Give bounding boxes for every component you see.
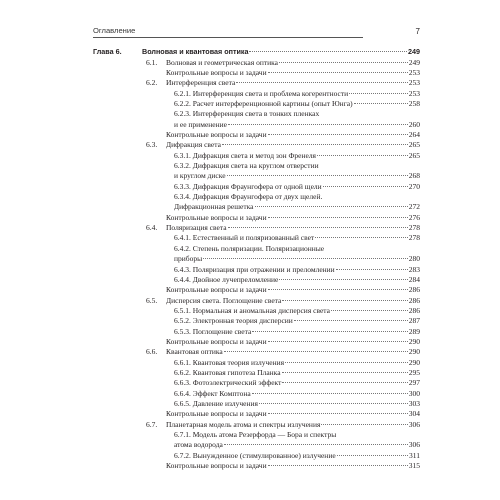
toc-entry-page: 284: [408, 274, 420, 284]
toc-entry[interactable]: [174, 265, 420, 274]
toc-entry[interactable]: [174, 99, 420, 108]
running-header-title: Оглавление: [93, 26, 136, 35]
toc-entry[interactable]: [166, 68, 420, 77]
toc-entry-title: 6.4.3. Поляризация при отражении и преломлении: [174, 264, 335, 274]
toc-entry[interactable]: [174, 89, 420, 98]
toc-entry-title: 6.5.3. Поглощение света: [174, 326, 252, 336]
dot-leader: [268, 134, 408, 135]
toc-entry-page: 286: [408, 295, 420, 305]
toc-entry-page: 276: [408, 212, 420, 222]
toc-entry-page: 290: [408, 357, 420, 367]
toc-entry[interactable]: [174, 316, 420, 325]
dot-leader: [331, 310, 408, 311]
toc-entry-page: 306: [408, 440, 420, 450]
toc-entry-title: 6.4.2. Степень поляризации. Поляризационные: [174, 243, 325, 253]
page-number: 7: [415, 27, 420, 36]
toc-entry[interactable]: [174, 233, 420, 242]
toc-entry-title: Контрольные вопросы и задачи: [166, 285, 267, 295]
dot-leader: [268, 217, 408, 218]
toc-entry[interactable]: [174, 202, 420, 211]
dot-leader: [282, 300, 407, 301]
toc-entry-page: 290: [408, 347, 420, 357]
dot-leader: [228, 124, 408, 125]
toc-entry-page: 295: [408, 368, 420, 377]
dot-leader: [282, 372, 408, 373]
toc-entry-title: Дифракция света: [166, 140, 221, 150]
toc-entry-title: Контрольные вопросы и задачи: [166, 461, 267, 471]
toc-entry-page: 265: [408, 140, 420, 150]
dot-leader: [255, 206, 408, 207]
toc-entry[interactable]: [174, 161, 420, 170]
toc-entry[interactable]: [166, 337, 420, 346]
toc-entry[interactable]: [166, 296, 420, 305]
dot-leader: [224, 351, 408, 352]
toc-entry-title: 6.5.2. Электронная теория дисперсии: [174, 316, 293, 326]
toc-entry[interactable]: [174, 389, 420, 398]
dot-leader: [349, 93, 408, 94]
dot-leader: [259, 403, 408, 404]
toc-entry-title: 6.7.1. Модель атома Резерфорда — Бора и спектры: [174, 430, 337, 440]
toc-entry[interactable]: [174, 430, 420, 439]
dot-leader: [323, 186, 408, 187]
dot-leader: [227, 175, 408, 176]
toc-entry-page: 264: [408, 129, 420, 139]
toc-entry[interactable]: [166, 223, 420, 232]
toc-entry-title: Контрольные вопросы и задачи: [166, 129, 267, 139]
toc-entry-page: 286: [408, 285, 420, 295]
toc-entry[interactable]: [174, 244, 420, 253]
dot-leader: [222, 144, 408, 145]
dot-leader: [268, 413, 408, 414]
toc-entry-page: 253: [408, 67, 420, 77]
toc-entry-title: 6.6.4. Эффект Комптона: [174, 388, 251, 398]
toc-entry-title: Дисперсия света. Поглощение света: [166, 295, 282, 305]
toc-entry-page: 270: [408, 181, 420, 191]
toc-entry-page: 311: [409, 450, 420, 460]
toc-entry[interactable]: [174, 182, 420, 191]
toc-entry-title: 6.4.4. Двойное лучепреломление: [174, 274, 279, 284]
toc-entry-title: 6.3.4. Дифракция Фраунгофера от двух щелей.: [174, 192, 323, 202]
toc-entry-title: Поляризация света: [166, 223, 227, 233]
dot-leader: [321, 424, 407, 425]
toc-entry[interactable]: [174, 254, 420, 263]
toc-entry-page: 260: [408, 119, 420, 129]
toc-entry-page: 265: [408, 150, 420, 160]
toc-entry-title: 6.6.2. Квантовая гипотеза Планка: [174, 368, 281, 377]
toc-entry[interactable]: [174, 192, 420, 201]
toc-entry-title: Квантовая оптика: [166, 347, 223, 357]
dot-leader: [268, 465, 408, 466]
dot-leader: [252, 331, 407, 332]
toc-entry-title: Интерференция света: [166, 78, 236, 88]
toc-entry-page: 315: [408, 461, 420, 471]
toc-entry[interactable]: [166, 409, 420, 418]
dot-leader: [268, 72, 408, 73]
toc-entry-page: 249: [408, 57, 420, 67]
section-number: 6.6.: [146, 347, 158, 357]
dot-leader: [336, 269, 408, 270]
dot-leader: [268, 289, 408, 290]
toc-entry-page: 289: [408, 326, 420, 336]
toc-entry-page: 306: [408, 419, 420, 429]
toc-entry-title: 6.7.2. Вынужденное (стимулированное) излучение: [174, 450, 336, 460]
toc-entry-page: 283: [408, 264, 420, 274]
toc-entry-title: Волновая и геометрическая оптика: [166, 57, 278, 67]
toc-entry[interactable]: [166, 347, 420, 356]
dot-leader: [294, 320, 408, 321]
toc-entry-title: 6.2.3. Интерференция света в тонких пленках: [174, 109, 320, 119]
toc-entry-page: 253: [408, 88, 420, 98]
toc-entry[interactable]: [174, 358, 420, 367]
toc-entry-title: 6.2.2. Расчет интерференционной картины (опыт Юнга): [174, 98, 353, 108]
toc-entry-title: 6.6.3. Фотоэлектрический эффект: [174, 378, 282, 388]
toc-entry[interactable]: [174, 399, 420, 408]
toc-entry[interactable]: [174, 275, 420, 284]
section-number: 6.7.: [146, 419, 158, 429]
toc-entry-title: Контрольные вопросы и задачи: [166, 67, 267, 77]
dot-leader: [279, 279, 407, 280]
toc-entry-page: 280: [408, 254, 420, 264]
toc-entry-title: приборы: [174, 254, 203, 264]
dot-leader: [228, 227, 408, 228]
toc-entry[interactable]: [174, 151, 420, 160]
dot-leader: [249, 51, 407, 52]
toc-entry-page: 286: [408, 305, 420, 315]
toc-entry-title: и ее применение: [174, 119, 227, 129]
dot-leader: [224, 444, 408, 445]
toc-entry-title: 6.5.1. Нормальная и аномальная дисперсия света: [174, 305, 331, 315]
toc-entry[interactable]: [166, 140, 420, 149]
toc-entry[interactable]: [174, 440, 420, 449]
toc-entry-title: 6.3.1. Дифракция света и метод зон Френеля: [174, 150, 317, 160]
dot-leader: [285, 362, 408, 363]
dot-leader: [252, 393, 408, 394]
chapter-title: Волновая и квантовая оптика: [142, 47, 249, 56]
toc-entry[interactable]: [174, 368, 420, 377]
toc-entry-page: 278: [408, 233, 420, 243]
toc-entry-page: 268: [408, 171, 420, 181]
toc-entry[interactable]: [174, 171, 420, 180]
toc-entry-page: 290: [408, 336, 420, 346]
toc-entry-title: Дифракционная решетка: [174, 202, 254, 212]
toc-entry-page: 278: [408, 223, 420, 233]
toc-entry-title: Планетарная модель атома и спектры излучения: [166, 419, 321, 429]
toc-entry-title: 6.4.1. Естественный и поляризованный свет: [174, 233, 315, 243]
toc-entry-title: 6.6.1. Квантовая теория излучения: [174, 357, 285, 367]
section-number: 6.4.: [146, 223, 158, 233]
chapter-label: Глава 6.: [93, 47, 122, 56]
toc-entry-page: 303: [408, 399, 420, 409]
toc-entry[interactable]: [174, 327, 420, 336]
toc-entry-title: 6.2.1. Интерференция света и проблема когерентности: [174, 88, 349, 98]
section-number: 6.1.: [146, 57, 158, 67]
toc-entry-title: атома водорода: [174, 440, 223, 450]
dot-leader: [337, 455, 408, 456]
dot-leader: [203, 258, 408, 259]
section-number: 6.2.: [146, 78, 158, 88]
toc-entry[interactable]: [174, 120, 420, 129]
section-number: 6.5.: [146, 295, 158, 305]
toc-entry[interactable]: [166, 461, 420, 470]
dot-leader: [282, 382, 407, 383]
toc-entry-page: 253: [408, 78, 420, 88]
toc-entry-title: Контрольные вопросы и задачи: [166, 409, 267, 419]
toc-entry[interactable]: [174, 451, 420, 460]
toc-entry-title: 6.3.2. Дифракция света на круглом отверстии: [174, 161, 319, 170]
toc-entry-page: 272: [408, 202, 420, 212]
toc-entry[interactable]: [166, 213, 420, 222]
toc-entry-title: Контрольные вопросы и задачи: [166, 212, 267, 222]
toc-entry-page: 287: [408, 316, 420, 326]
toc-entry-title: 6.3.3. Дифракция Фраунгофера от одной щели: [174, 181, 322, 191]
toc-entry[interactable]: [174, 378, 420, 387]
toc-entry[interactable]: [166, 420, 420, 429]
toc-entry-page: 258: [408, 98, 420, 108]
dot-leader: [354, 103, 408, 104]
toc-entry[interactable]: [166, 130, 420, 139]
toc-entry-page: 297: [408, 378, 420, 388]
toc-entry-title: Контрольные вопросы и задачи: [166, 336, 267, 346]
chapter-title-line: [142, 47, 420, 56]
chapter-page: 249: [408, 47, 420, 56]
toc-entry-page: 300: [408, 388, 420, 398]
dot-leader: [236, 82, 407, 83]
toc-entry[interactable]: [166, 285, 420, 294]
dot-leader: [317, 155, 408, 156]
toc-entry[interactable]: [174, 109, 420, 118]
dot-leader: [279, 62, 408, 63]
toc-entry-page: 304: [408, 409, 420, 419]
toc-entry-title: и круглом диске: [174, 171, 226, 181]
toc-entry-title: 6.6.5. Давление излучения: [174, 399, 258, 409]
toc-entry[interactable]: [166, 58, 420, 67]
toc-entry[interactable]: [166, 78, 420, 87]
dot-leader: [315, 237, 408, 238]
section-number: 6.3.: [146, 140, 158, 150]
toc-entry[interactable]: [174, 306, 420, 315]
dot-leader: [268, 341, 408, 342]
